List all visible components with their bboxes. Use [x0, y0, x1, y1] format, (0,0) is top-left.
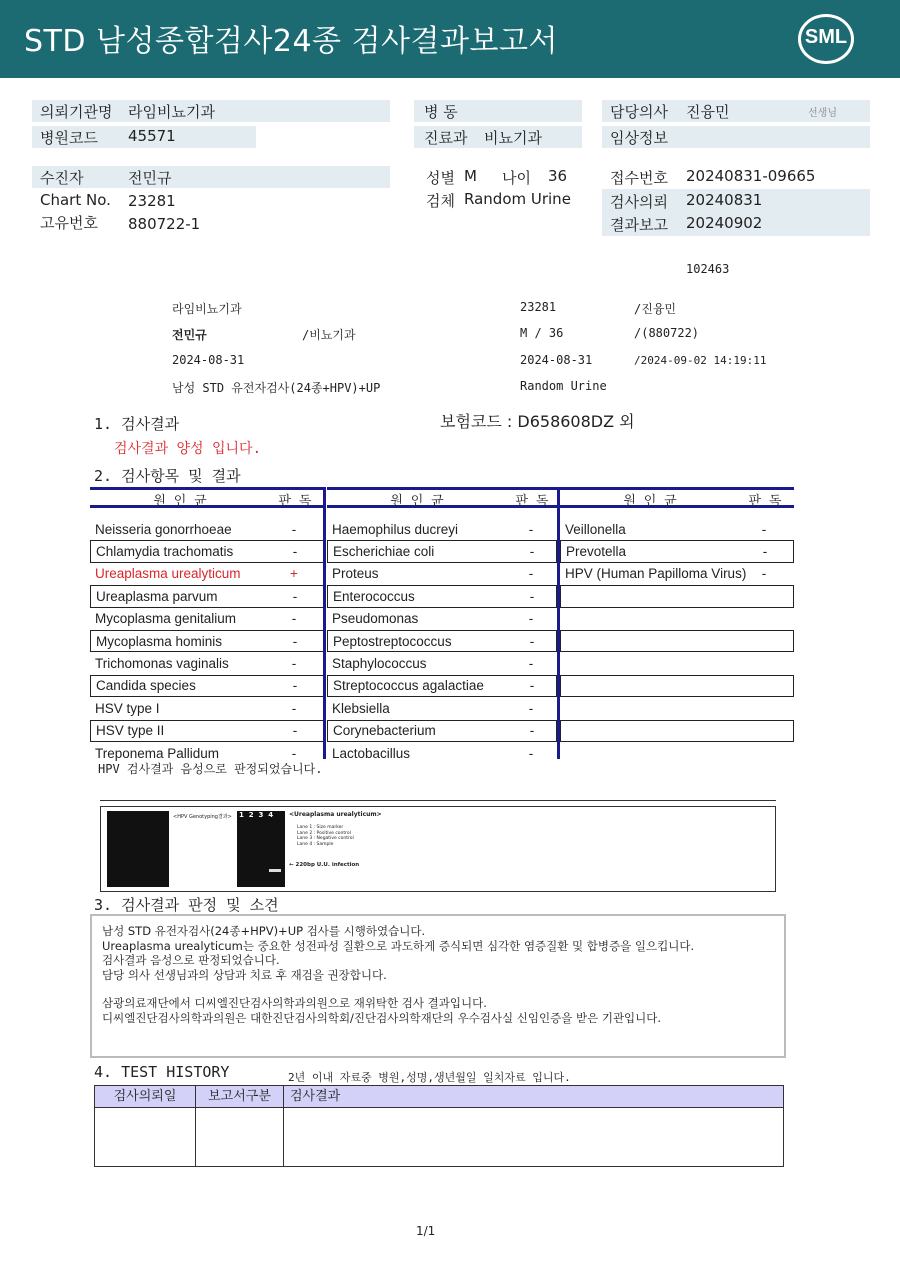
- label-institution: 라임비뇨기과: [172, 302, 242, 316]
- request-value: 20240831: [686, 191, 763, 209]
- organism-name: Treponema Pallidum: [95, 745, 220, 761]
- result-row: [327, 563, 557, 585]
- dept-label: 진료과: [424, 129, 468, 147]
- opinion-spacer: [102, 982, 774, 996]
- judgement-value: -: [291, 745, 297, 761]
- judgement-value: -: [291, 611, 297, 627]
- ward-label: 병 동: [424, 103, 458, 121]
- age-value: 36: [548, 167, 568, 185]
- organism-name: Streptococcus agalactiae: [333, 678, 484, 694]
- organism-name: HSV type II: [96, 723, 165, 739]
- report-label: 결과보고: [610, 216, 668, 234]
- result-row: [90, 608, 324, 630]
- judgement-value: -: [528, 566, 534, 582]
- label-dept: /비뇨기과: [302, 328, 356, 342]
- logo-text: SML: [804, 26, 848, 48]
- judgement-value: -: [291, 521, 297, 537]
- result-row: [560, 540, 794, 562]
- result-column-2: [327, 487, 557, 764]
- empty-result-row: [560, 720, 794, 742]
- organism-name: Neisseria gonorrhoeae: [95, 521, 232, 537]
- label-birth: /(880722): [634, 326, 700, 340]
- sample-band: [269, 869, 281, 872]
- specimen-label: 검체: [426, 192, 455, 210]
- uu-gel-image: [237, 811, 285, 887]
- page-number: 1/1: [416, 1224, 436, 1238]
- result-row: [560, 563, 794, 585]
- hpv-gel-image: [107, 811, 169, 887]
- doctor-value: 진융민: [686, 103, 730, 121]
- section1-title: 1. 검사결과: [94, 415, 180, 433]
- organism-name: Pseudomonas: [332, 611, 419, 627]
- gel-left-label: <HPV Genotyping결과>: [173, 814, 232, 820]
- hospital-code-value: 45571: [128, 127, 176, 145]
- result-row: [90, 675, 324, 697]
- result-row: [90, 518, 324, 540]
- gel-band-label: ← 220bp U.U. infection: [289, 862, 360, 868]
- doctor-suffix: 선생님: [808, 108, 837, 119]
- clinical-label: 임상정보: [610, 129, 668, 147]
- empty-result-row: [560, 652, 794, 674]
- history-cell: [284, 1108, 783, 1167]
- result-row: [560, 518, 794, 540]
- section2-title: 2. 검사항목 및 결과: [94, 467, 241, 485]
- empty-result-row: [560, 630, 794, 652]
- result-row: [90, 585, 324, 607]
- result-row: [90, 563, 324, 585]
- judgement-value: -: [292, 633, 298, 649]
- patient-row-bg: [32, 166, 390, 188]
- history-col-result: 검사결과: [290, 1089, 341, 1104]
- result-row: [90, 540, 324, 562]
- empty-result-row: [560, 742, 794, 764]
- result-head-2: [327, 487, 557, 508]
- result-row: [90, 720, 324, 742]
- organism-name: Peptostreptococcus: [333, 633, 452, 649]
- judgement-value: -: [291, 700, 297, 716]
- head-judge: 판 독: [748, 494, 782, 509]
- judgement-value: -: [529, 544, 535, 560]
- organism-name: Mycoplasma genitalium: [95, 611, 237, 627]
- label-chart: 23281: [520, 300, 557, 314]
- result-row: [90, 652, 324, 674]
- result-row: [327, 675, 557, 697]
- gel-title: <Ureaplasma urealyticum>: [289, 811, 382, 818]
- judgement-value: -: [528, 521, 534, 537]
- empty-result-row: [560, 675, 794, 697]
- gel-lanes: 1 2 3 4: [239, 811, 274, 819]
- judgement-value: -: [292, 678, 298, 694]
- label-patient: 전민규: [172, 328, 207, 342]
- positive-result: 검사결과 양성 입니다.: [114, 441, 262, 457]
- organism-name: Proteus: [332, 566, 379, 582]
- judgement-value: -: [529, 723, 535, 739]
- label-sex-age: M / 36: [520, 326, 564, 340]
- patient-value: 전민규: [128, 169, 172, 187]
- history-header: [95, 1086, 783, 1108]
- result-column-1: [90, 487, 324, 764]
- organism-name: Haemophilus ducreyi: [332, 521, 459, 537]
- result-row: [327, 720, 557, 742]
- label-date2: 2024-08-31: [520, 353, 593, 367]
- unique-value: 880722-1: [128, 215, 201, 233]
- result-head-1: [90, 487, 324, 508]
- organism-name: Candida species: [96, 678, 196, 694]
- report-value: 20240902: [686, 214, 763, 232]
- result-row: [327, 608, 557, 630]
- hpv-note: HPV 검사결과 음성으로 판정되었습니다.: [98, 762, 323, 776]
- judgement-value: -: [529, 633, 535, 649]
- lab-code: 102463: [686, 262, 730, 276]
- empty-result-row: [560, 608, 794, 630]
- result-row: [327, 585, 557, 607]
- organism-name: Escherichiae coli: [333, 544, 435, 560]
- report-title: STD 남성종합검사24종 검사결과보고서: [24, 24, 558, 59]
- history-note: 2년 이내 자료중 병원,성명,생년월일 일치자료 입니다.: [288, 1071, 571, 1084]
- history-col-type: 보고서구분: [196, 1086, 284, 1107]
- head-name: 원 인 균: [153, 494, 207, 509]
- result-row: [327, 518, 557, 540]
- organism-name: Corynebacterium: [333, 723, 436, 739]
- history-cell: [95, 1108, 196, 1167]
- result-row: [327, 652, 557, 674]
- judgement-value: -: [761, 566, 767, 582]
- section4-title: 4. TEST HISTORY: [94, 1063, 230, 1081]
- head-name: 원 인 균: [390, 494, 444, 509]
- head-name: 원 인 균: [623, 494, 677, 509]
- empty-result-row: [560, 697, 794, 719]
- judgement-value: -: [292, 588, 298, 604]
- label-doctor: /진융민: [634, 302, 677, 316]
- unique-label: 고유번호: [40, 214, 98, 232]
- chart-label: Chart No.: [40, 191, 111, 209]
- specimen-value: Random Urine: [464, 190, 571, 208]
- receipt-label: 접수번호: [610, 169, 668, 187]
- opinion-line: 디씨엘진단검사의학과의원은 대한진단검사의학회/진단검사의학재단의 우수검사실 신임인증을 받은 기관입니다.: [102, 1010, 662, 1025]
- organism-name: Enterococcus: [333, 588, 415, 604]
- judgement-value: -: [292, 723, 298, 739]
- insurance-code: 보험코드 : D658608DZ 외: [440, 412, 635, 431]
- age-label: 나이: [502, 169, 531, 187]
- judgement-value: -: [528, 745, 534, 761]
- request-label: 검사의뢰: [610, 193, 668, 211]
- result-column-3: [560, 487, 794, 764]
- head-judge: 판 독: [278, 494, 312, 509]
- judgement-value: -: [529, 678, 535, 694]
- doctor-label: 담당의사: [610, 103, 668, 121]
- empty-result-row: [560, 585, 794, 607]
- history-table: [94, 1085, 784, 1167]
- history-body: [95, 1108, 783, 1167]
- judgement-value: -: [528, 700, 534, 716]
- label-test: 남성 STD 유전자검사(24종+HPV)+UP: [172, 381, 381, 395]
- dept-value: 비뇨기과: [484, 129, 542, 147]
- judgement-value: -: [528, 611, 534, 627]
- section3-title: 3. 검사결과 판정 및 소견: [94, 896, 279, 914]
- opinion-line: 삼광의료재단에서 디씨엘진단검사의학과의원으로 재위탁한 검사 결과입니다.: [102, 996, 487, 1010]
- label-report-time: /2024-09-02 14:19:11: [634, 354, 767, 367]
- result-row: [327, 630, 557, 652]
- organism-name: Ureaplasma parvum: [96, 588, 218, 604]
- gel-legend: Lane 1 : Size marker Lane 2 : Positive control Lane 3 : Negative control Lane 4 : Sample: [297, 825, 354, 847]
- divider-line: [323, 487, 326, 759]
- judgement-value: -: [529, 588, 535, 604]
- judgement-value: -: [292, 544, 298, 560]
- label-date: 2024-08-31: [172, 353, 245, 367]
- organism-name: Lactobacillus: [332, 745, 411, 761]
- judgement-value: +: [290, 566, 298, 582]
- institution-value: 라임비뇨기과: [128, 103, 215, 121]
- organism-name: Chlamydia trachomatis: [96, 544, 234, 560]
- patient-label: 수진자: [40, 169, 84, 187]
- result-head-3: [560, 487, 794, 508]
- opinion-line: 검사결과 음성으로 판정되었습니다.: [102, 953, 280, 967]
- judgement-value: -: [528, 656, 534, 672]
- institution-label: 의뢰기관명: [40, 103, 113, 121]
- organism-name: Klebsiella: [332, 700, 390, 716]
- organism-name: HSV type I: [95, 700, 160, 716]
- gel-image-box: [100, 806, 776, 892]
- divider-line: [557, 487, 560, 759]
- result-row: [90, 697, 324, 719]
- head-judge: 판 독: [515, 494, 549, 509]
- organism-name: Mycoplasma hominis: [96, 633, 223, 649]
- opinion-line: Ureaplasma urealyticum는 중요한 성전파성 질환으로 과도하게 증식되면 심각한 염증질환 및 합병증을 일으킵니다.: [102, 938, 695, 953]
- result-row: [90, 630, 324, 652]
- chart-value: 23281: [128, 192, 176, 210]
- opinion-box: [90, 914, 786, 1058]
- result-row: [327, 697, 557, 719]
- history-cell: [196, 1108, 284, 1167]
- result-row: [327, 540, 557, 562]
- organism-name: Ureaplasma urealyticum: [95, 566, 241, 582]
- organism-name: Prevotella: [566, 544, 627, 560]
- opinion-line: 담당 의사 선생님과의 상담과 치료 후 재검을 권장합니다.: [102, 967, 387, 982]
- organism-name: Staphylococcus: [332, 656, 427, 672]
- gel-top-rule: [100, 800, 776, 801]
- label-specimen: Random Urine: [520, 379, 607, 393]
- organism-name: Veillonella: [565, 521, 626, 537]
- sex-label: 성별: [426, 169, 455, 187]
- hospital-code-label: 병원코드: [40, 129, 98, 147]
- opinion-line: 남성 STD 유전자검사(24종+HPV)+UP 검사를 시행하였습니다.: [102, 924, 426, 938]
- result-row: [327, 742, 557, 764]
- judgement-value: -: [762, 544, 768, 560]
- organism-name: Trichomonas vaginalis: [95, 656, 229, 672]
- receipt-value: 20240831-09665: [686, 167, 816, 185]
- sex-value: M: [464, 167, 477, 185]
- judgement-value: -: [761, 521, 767, 537]
- organism-name: HPV (Human Papilloma Virus): [565, 566, 747, 582]
- judgement-value: -: [291, 656, 297, 672]
- history-col-date: 검사의뢰일: [95, 1086, 196, 1107]
